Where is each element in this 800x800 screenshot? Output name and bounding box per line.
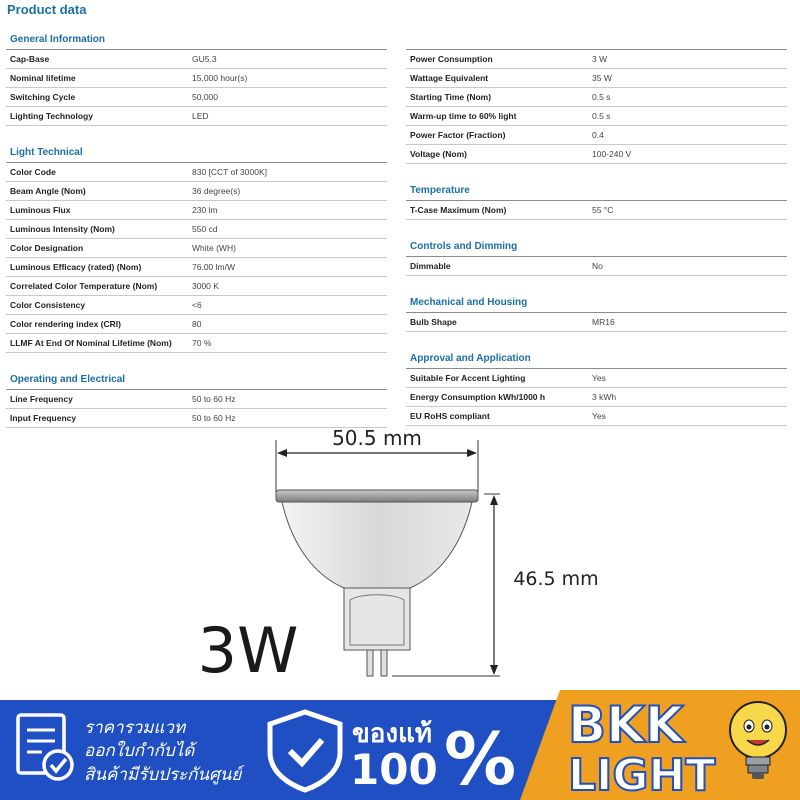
spec-value: MR16 xyxy=(592,317,615,327)
spec-label: Beam Angle (Nom) xyxy=(10,186,86,196)
banner-genuine-text: ของแท้ xyxy=(352,719,432,749)
spec-value: Yes xyxy=(592,411,606,421)
spec-value: White (WH) xyxy=(192,243,236,253)
height-arrow-bottom xyxy=(490,665,498,675)
spec-label: LLMF At End Of Nominal Lifetime (Nom) xyxy=(10,338,172,348)
brand-bkk: BKK xyxy=(568,696,684,754)
spec-label: Dimmable xyxy=(410,261,451,271)
spec-label: Energy Consumption kWh/1000 h xyxy=(410,392,546,402)
spec-label: Warm-up time to 60% light xyxy=(410,111,517,121)
brand-light: LIGHT xyxy=(568,750,716,800)
spec-value: GU5.3 xyxy=(192,54,217,64)
section-spacer xyxy=(6,353,387,370)
section-heading: Light Technical xyxy=(6,143,387,163)
section-spacer xyxy=(406,276,787,293)
lamp-neck xyxy=(344,588,410,650)
section-spacer xyxy=(6,126,387,143)
spec-label: Power Consumption xyxy=(410,54,493,64)
section-heading: Controls and Dimming xyxy=(406,237,787,257)
banner-vat-text: ราคารวมแวท xyxy=(84,718,186,738)
spec-row xyxy=(6,182,387,201)
section-heading: Mechanical and Housing xyxy=(406,293,787,313)
banner-100-text: 100 xyxy=(350,745,438,794)
lamp-pin-left xyxy=(367,650,373,676)
spec-label: Input Frequency xyxy=(10,413,77,423)
spec-label: Luminous Intensity (Nom) xyxy=(10,224,115,234)
spec-label: Line Frequency xyxy=(10,394,73,404)
lamp-dimension-diagram xyxy=(0,418,800,688)
spec-row xyxy=(6,334,387,353)
spec-label: Color rendering index (CRI) xyxy=(10,319,121,329)
height-label: 46.5 mm xyxy=(513,568,599,590)
spec-row xyxy=(406,201,787,220)
height-arrow-top xyxy=(490,495,498,505)
spec-label: Switching Cycle xyxy=(10,92,76,102)
wattage-label: 3W xyxy=(197,614,299,687)
spec-label: Luminous Flux xyxy=(10,205,71,215)
section-spacer xyxy=(406,164,787,181)
spec-value: 0.4 xyxy=(592,130,604,140)
spec-row xyxy=(6,220,387,239)
page-title: Product data xyxy=(7,2,87,17)
spec-row xyxy=(406,50,787,69)
spec-value: 230 lm xyxy=(192,205,218,215)
section-heading: Temperature xyxy=(406,181,787,201)
spec-label: Lighting Technology xyxy=(10,111,93,121)
spec-label: Nominal lifetime xyxy=(10,73,76,83)
promo-banner xyxy=(0,690,800,800)
spec-value: 55 °C xyxy=(592,205,614,215)
spec-row xyxy=(406,88,787,107)
spec-value: 50 to 60 Hz xyxy=(192,413,236,423)
spec-value: 830 [CCT of 3000K] xyxy=(192,167,267,177)
spec-value: 70 % xyxy=(192,338,212,348)
spec-value: 50 to 60 Hz xyxy=(192,394,236,404)
spec-row xyxy=(6,88,387,107)
spec-value: <6 xyxy=(192,300,202,310)
width-arrow-left xyxy=(277,449,287,457)
spec-label: Voltage (Nom) xyxy=(410,149,467,159)
spec-value: No xyxy=(592,261,603,271)
spec-row xyxy=(6,277,387,296)
spec-row xyxy=(6,107,387,126)
spec-label: Starting Time (Nom) xyxy=(410,92,492,102)
spec-row xyxy=(406,126,787,145)
spec-label: Suitable For Accent Lighting xyxy=(410,373,526,383)
spec-row xyxy=(6,390,387,409)
lamp-front-rim xyxy=(276,490,478,502)
spec-value: 80 xyxy=(192,319,202,329)
banner-percent-text: % xyxy=(444,717,517,800)
spec-row xyxy=(6,50,387,69)
spec-label: Color Code xyxy=(10,167,56,177)
spec-label: Bulb Shape xyxy=(410,317,457,327)
banner-warranty-text: สินค้ามีรับประกันศูนย์ xyxy=(84,765,242,785)
spec-row xyxy=(406,145,787,164)
spec-value: 550 cd xyxy=(192,224,218,234)
section-heading: General Information xyxy=(6,30,387,50)
spec-row xyxy=(406,69,787,88)
spec-row xyxy=(6,163,387,182)
section-spacer xyxy=(406,332,787,349)
spec-value: 0.5 s xyxy=(592,92,611,102)
spec-row xyxy=(406,107,787,126)
spec-label: Color Consistency xyxy=(10,300,86,310)
spec-label: Cap-Base xyxy=(10,54,50,64)
spec-value: 3 W xyxy=(592,54,608,64)
spec-row xyxy=(406,313,787,332)
spec-value: 35 W xyxy=(592,73,612,83)
spec-value: 3000 K xyxy=(192,281,219,291)
spec-value: 76.00 lm/W xyxy=(192,262,235,272)
spec-label: EU RoHS compliant xyxy=(410,411,490,421)
spec-value: Yes xyxy=(592,373,606,383)
width-arrow-right xyxy=(467,449,477,457)
spec-row xyxy=(6,315,387,334)
spec-row xyxy=(6,69,387,88)
spec-value: 15,000 hour(s) xyxy=(192,73,248,83)
section-heading: Approval and Application xyxy=(406,349,787,369)
spec-label: Luminous Efficacy (rated) (Nom) xyxy=(10,262,142,272)
spec-row xyxy=(6,258,387,277)
section-heading: Operating and Electrical xyxy=(6,370,387,390)
spec-value: 0.5 s xyxy=(592,111,611,121)
section-spacer xyxy=(406,220,787,237)
lamp-pin-right xyxy=(381,650,387,676)
width-label: 50.5 mm xyxy=(332,426,422,450)
spec-value: LED xyxy=(192,111,209,121)
spec-row xyxy=(406,369,787,388)
spec-row xyxy=(406,388,787,407)
spec-label: Wattage Equivalent xyxy=(410,73,489,83)
spec-row xyxy=(6,201,387,220)
left-spec-column xyxy=(6,30,387,428)
spec-value: 36 degree(s) xyxy=(192,186,241,196)
section-heading xyxy=(406,30,787,50)
right-spec-column xyxy=(406,30,787,426)
spec-label: T-Case Maximum (Nom) xyxy=(410,205,507,215)
spec-row xyxy=(406,257,787,276)
spec-row xyxy=(6,296,387,315)
spec-value: 3 kWh xyxy=(592,392,617,402)
spec-label: Power Factor (Fraction) xyxy=(410,130,506,140)
spec-value: 50,000 xyxy=(192,92,218,102)
spec-label: Correlated Color Temperature (Nom) xyxy=(10,281,158,291)
spec-value: 100-240 V xyxy=(592,149,632,159)
lamp-reflector-body xyxy=(282,502,472,588)
spec-label: Color Designation xyxy=(10,243,84,253)
spec-row xyxy=(6,239,387,258)
banner-invoice-text: ออกใบกำกับได้ xyxy=(84,741,195,761)
